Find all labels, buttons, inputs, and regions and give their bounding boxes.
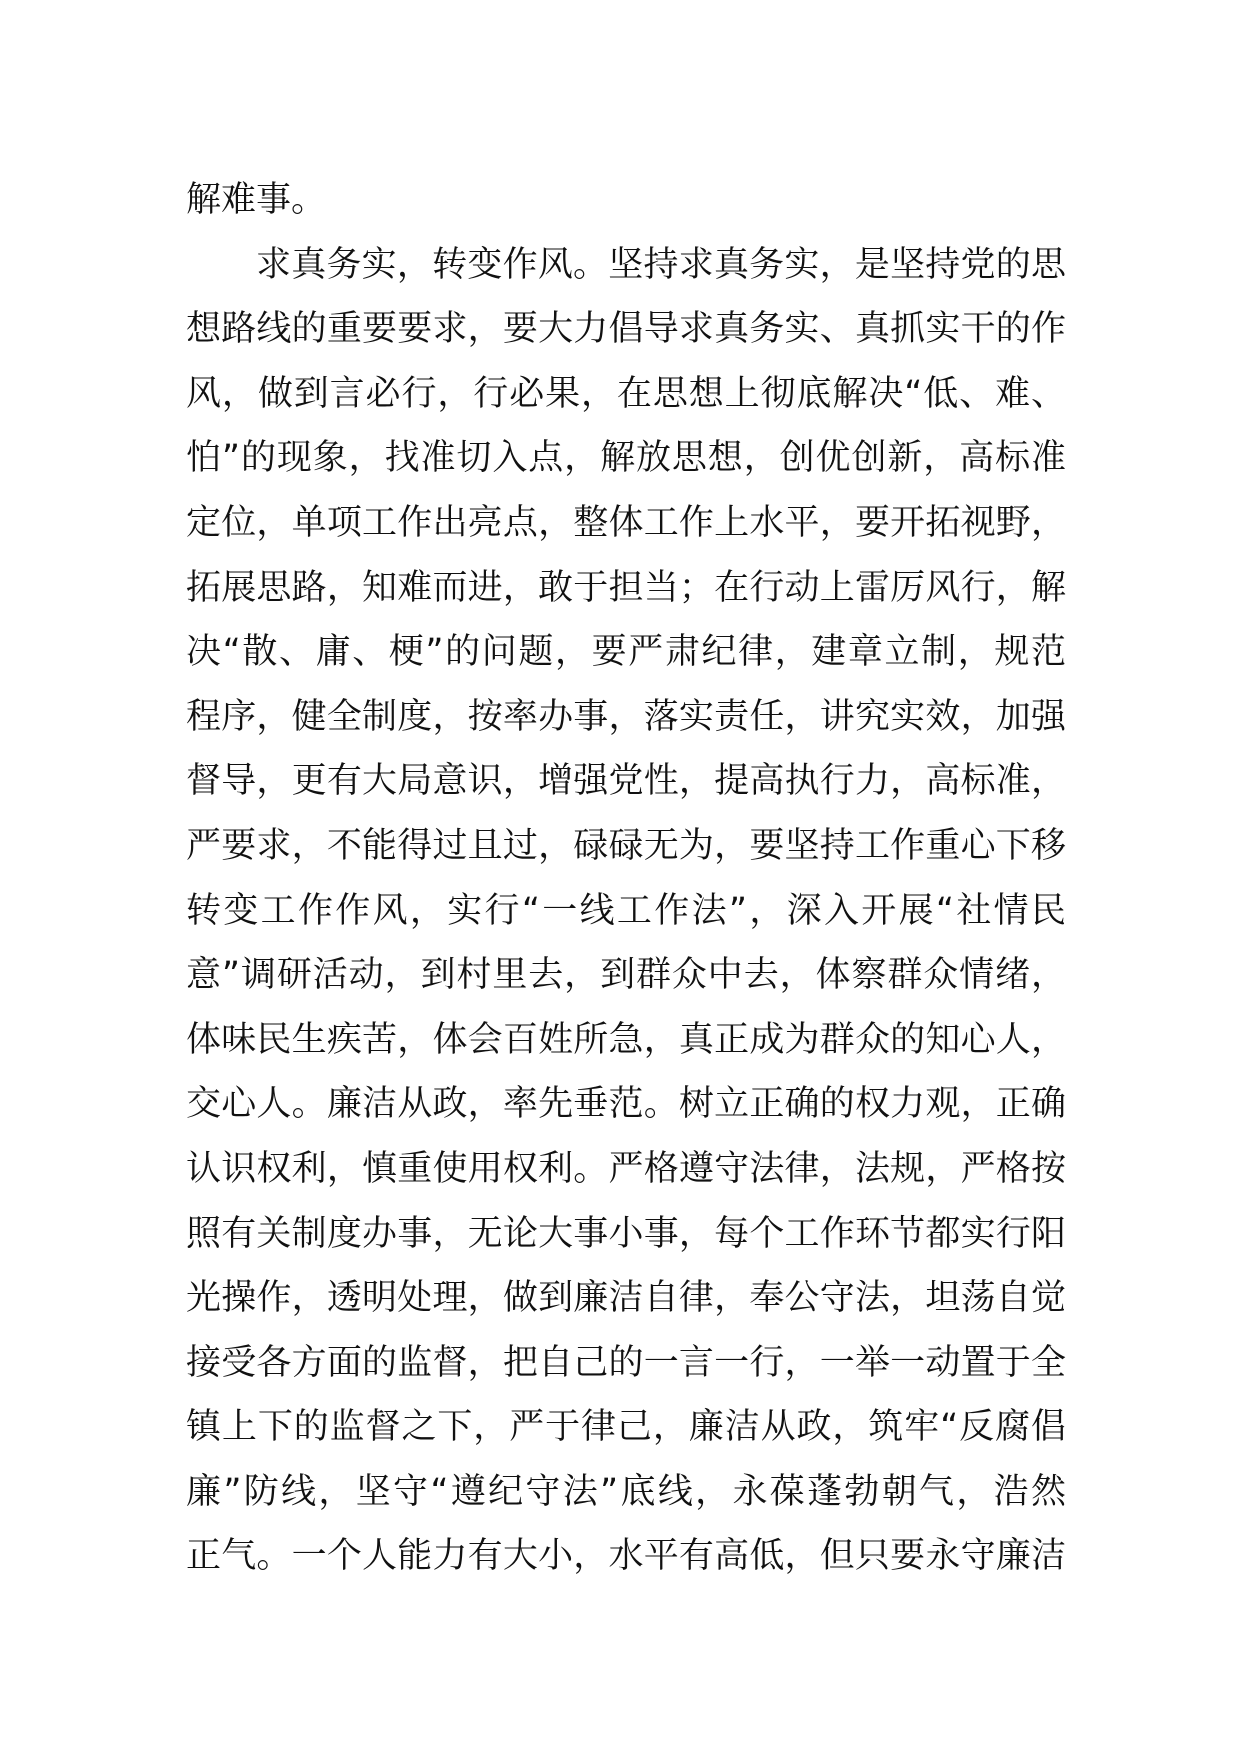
text-line: 拓展思路，知难而进，敢于担当；在行动上雷厉风行，解 [186,567,1066,608]
text-line: 体味民生疾苦，体会百姓所急，真正成为群众的知心人， [186,1019,1066,1060]
text-line: 镇上下的监督之下，严于律己，廉洁从政，筑牢“反腐倡 [186,1407,1066,1448]
text-line: 程序，健全制度，按率办事，落实责任，讲究实效，加强 [186,696,1066,737]
text-line: 认识权利，慎重使用权利。严格遵守法律，法规，严格按 [186,1148,1066,1189]
text-line: 照有关制度办事，无论大事小事，每个工作环节都实行阳 [186,1213,1066,1254]
text-line: 决“散、庸、梗”的问题，要严肃纪律，建章立制，规范 [186,632,1066,673]
text-line: 正气。一个人能力有大小，水平有高低，但只要永守廉洁 [186,1536,1066,1577]
text-line: 解难事。 [186,180,327,220]
text-line: 定位，单项工作出亮点，整体工作上水平，要开拓视野， [186,502,1066,543]
text-line: 怕”的现象，找准切入点，解放思想，创优创新，高标准 [186,438,1066,479]
text-line: 廉”防线，坚守“遵纪守法”底线，永葆蓬勃朝气，浩然 [186,1471,1066,1512]
text-line: 督导，更有大局意识，增强党性，提高执行力，高标准， [186,761,1066,802]
text-line: 严要求，不能得过且过，碌碌无为，要坚持工作重心下移 [186,825,1066,866]
text-line: 转变工作作风，实行“一线工作法”，深入开展“社情民 [186,890,1066,931]
text-line: 意”调研活动，到村里去，到群众中去，体察群众情绪， [186,955,1066,996]
text-line: 光操作，透明处理，做到廉洁自律，奉公守法，坦荡自觉 [186,1278,1066,1319]
text-line: 求真务实，转变作风。坚持求真务实，是坚持党的思 [256,244,1066,285]
text-line: 风，做到言必行，行必果，在思想上彻底解决“低、难、 [186,373,1066,414]
text-line: 想路线的重要要求，要大力倡导求真务实、真抓实干的作 [186,309,1066,350]
text-line: 接受各方面的监督，把自己的一言一行，一举一动置于全 [186,1342,1066,1383]
body-text [186,168,1066,1589]
text-line: 交心人。廉洁从政，率先垂范。树立正确的权力观，正确 [186,1084,1066,1125]
